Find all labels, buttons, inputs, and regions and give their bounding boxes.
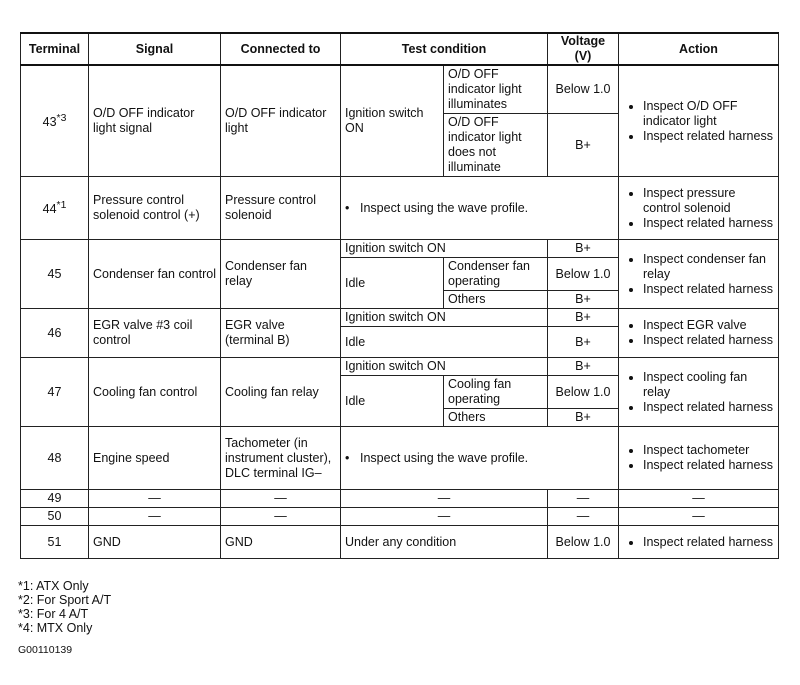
voltage-cell: B+	[548, 114, 619, 177]
connected-cell: Tachometer (in instrument cluster), DLC terminal IG–	[221, 427, 341, 490]
connected-cell: GND	[221, 526, 341, 559]
connected-cell: O/D OFF indicator light	[221, 65, 341, 177]
subcondition-cell: Cooling fan operating	[444, 376, 548, 409]
action-cell	[619, 240, 779, 309]
footnote: *2: For Sport A/T	[18, 593, 112, 607]
signal-cell: GND	[89, 526, 221, 559]
connected-cell: Condenser fan relay	[221, 240, 341, 309]
header-terminal: Terminal	[21, 33, 89, 65]
action-list	[623, 318, 774, 348]
action-list	[623, 186, 774, 231]
table-row	[21, 508, 779, 526]
terminal-cell: 45	[21, 240, 89, 309]
action-item: • Inspect related harness	[643, 282, 774, 297]
terminal-cell: 46	[21, 309, 89, 358]
voltage-cell: B+	[548, 409, 619, 427]
table-row	[21, 427, 779, 490]
table-row	[21, 309, 779, 327]
voltage-cell: —	[548, 508, 619, 526]
action-list	[623, 443, 774, 473]
action-cell	[619, 65, 779, 177]
terminal-number: 43	[42, 115, 57, 130]
terminal-cell	[21, 177, 89, 240]
footnote: *4: MTX Only	[18, 621, 93, 635]
signal-cell: Condenser fan control	[89, 240, 221, 309]
action-item: • Inspect related harness	[643, 333, 774, 348]
terminal-cell: 51	[21, 526, 89, 559]
terminal-cell: 50	[21, 508, 89, 526]
subcondition-cell: Condenser fan operating	[444, 258, 548, 291]
header-test-condition: Test condition	[341, 33, 548, 65]
condition-cell: Ignition switch ON	[341, 358, 548, 376]
condition-cell: Under any condition	[341, 526, 548, 559]
action-item: • Inspect pressure control solenoid	[643, 186, 774, 216]
condition-cell: Ignition switch ON	[341, 240, 548, 258]
connected-cell: Pressure control solenoid	[221, 177, 341, 240]
table-row	[21, 65, 779, 114]
condition-cell: —	[341, 490, 548, 508]
subcondition-cell: O/D OFF indicator light does not illuminate	[444, 114, 548, 177]
terminal-cell: 49	[21, 490, 89, 508]
action-list	[623, 370, 774, 415]
header-action: Action	[619, 33, 779, 65]
header-signal: Signal	[89, 33, 221, 65]
header-row	[21, 33, 779, 65]
action-cell	[619, 358, 779, 427]
action-item: • Inspect related harness	[643, 216, 774, 231]
footnotes	[18, 579, 111, 635]
action-item: • Inspect cooling fan relay	[643, 370, 774, 400]
terminal-footnote-ref: *3	[56, 113, 67, 125]
terminal-number: 44	[42, 202, 57, 217]
voltage-cell: Below 1.0	[548, 526, 619, 559]
condition-cell: Ignition switch ON	[341, 65, 444, 177]
header-voltage-label: Voltage	[560, 34, 606, 48]
footnote: *3: For 4 A/T	[18, 607, 89, 621]
condition-cell: • Inspect using the wave profile.	[341, 427, 619, 490]
signal-cell: O/D OFF indicator light signal	[89, 65, 221, 177]
terminal-footnote-ref: *1	[56, 200, 67, 212]
condition-cell: Ignition switch ON	[341, 309, 548, 327]
voltage-cell: B+	[548, 291, 619, 309]
action-item: • Inspect related harness	[643, 535, 774, 550]
action-item: • Inspect related harness	[643, 458, 774, 473]
signal-cell: —	[89, 490, 221, 508]
action-cell	[619, 427, 779, 490]
action-item: • Inspect condenser fan relay	[643, 252, 774, 282]
voltage-cell: B+	[548, 309, 619, 327]
table-row	[21, 177, 779, 240]
voltage-cell: —	[548, 490, 619, 508]
action-item: • Inspect tachometer	[643, 443, 774, 458]
terminal-voltage-table	[20, 32, 779, 559]
action-item: • Inspect related harness	[643, 400, 774, 415]
action-cell	[619, 177, 779, 240]
voltage-cell: Below 1.0	[548, 65, 619, 114]
voltage-cell: B+	[548, 358, 619, 376]
subcondition-cell: O/D OFF indicator light illuminates	[444, 65, 548, 114]
action-list	[623, 252, 774, 297]
action-list	[623, 99, 774, 144]
action-item: • Inspect related harness	[643, 129, 774, 144]
subcondition-cell: Others	[444, 291, 548, 309]
table-row	[21, 358, 779, 376]
condition-cell: Idle	[341, 327, 548, 358]
voltage-cell: Below 1.0	[548, 376, 619, 409]
table-row	[21, 490, 779, 508]
connected-cell: —	[221, 490, 341, 508]
terminal-voltage-table-container	[20, 32, 779, 559]
terminal-cell: 48	[21, 427, 89, 490]
connected-cell: —	[221, 508, 341, 526]
header-voltage-unit: (V)	[574, 49, 592, 63]
header-voltage	[548, 33, 619, 65]
action-cell: —	[619, 490, 779, 508]
table-row	[21, 240, 779, 258]
voltage-cell: B+	[548, 327, 619, 358]
connected-cell: EGR valve (terminal B)	[221, 309, 341, 358]
terminal-cell: 47	[21, 358, 89, 427]
action-item: • Inspect EGR valve	[643, 318, 774, 333]
signal-cell: Pressure control solenoid control (+)	[89, 177, 221, 240]
header-connected-to: Connected to	[221, 33, 341, 65]
subcondition-cell: Others	[444, 409, 548, 427]
action-cell	[619, 526, 779, 559]
signal-cell: EGR valve #3 coil control	[89, 309, 221, 358]
condition-cell: —	[341, 508, 548, 526]
action-cell	[619, 309, 779, 358]
condition-cell: • Inspect using the wave profile.	[341, 177, 619, 240]
condition-cell: Idle	[341, 376, 444, 427]
signal-cell: —	[89, 508, 221, 526]
signal-cell: Cooling fan control	[89, 358, 221, 427]
voltage-cell: Below 1.0	[548, 258, 619, 291]
voltage-cell: B+	[548, 240, 619, 258]
action-list	[623, 535, 774, 550]
figure-code: G00110139	[18, 644, 73, 656]
condition-cell: Idle	[341, 258, 444, 309]
table-row	[21, 526, 779, 559]
connected-cell: Cooling fan relay	[221, 358, 341, 427]
footnote: *1: ATX Only	[18, 579, 89, 593]
terminal-cell	[21, 65, 89, 177]
signal-cell: Engine speed	[89, 427, 221, 490]
action-cell: —	[619, 508, 779, 526]
action-item: • Inspect O/D OFF indicator light	[643, 99, 774, 129]
